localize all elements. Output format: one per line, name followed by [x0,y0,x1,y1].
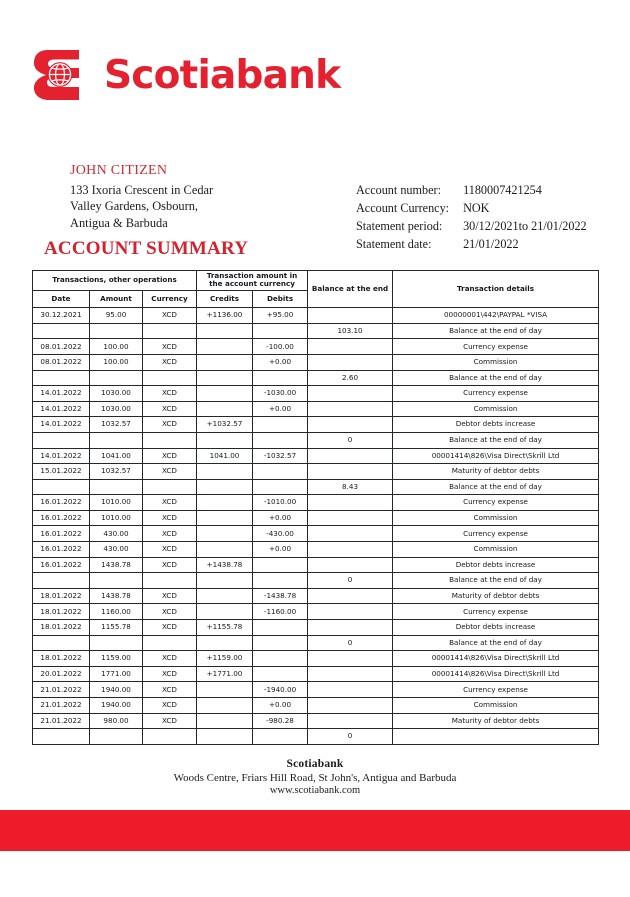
cell-amount: 1010.00 [90,495,143,511]
table-row [33,479,599,495]
cell-details: Commission [393,354,599,370]
cell-credits: +1136.00 [197,308,253,324]
cell-debits [253,651,308,667]
table-row [33,651,599,667]
cell-credits [197,526,253,542]
cell-balance [308,526,393,542]
cell-currency [143,323,197,339]
customer-address-line-1: 133 Ixoria Crescent in Cedar [70,183,214,197]
cell-debits: -980.28 [253,713,308,729]
statement-table [32,270,599,745]
cell-amount: 1032.57 [90,417,143,433]
cell-balance: 8.43 [308,479,393,495]
table-row [33,604,599,620]
cell-amount: 100.00 [90,354,143,370]
statement-date-row [356,236,587,254]
cell-debits: -1940.00 [253,682,308,698]
cell-credits [197,682,253,698]
table-row [33,542,599,558]
cell-currency [143,370,197,386]
account-number-value: 1180007421254 [463,183,542,197]
table-row [33,526,599,542]
scotiabank-globe-s-icon [32,46,92,104]
table-row [33,323,599,339]
table-row [33,432,599,448]
header-credits: Credits [197,290,253,308]
cell-currency: XCD [143,526,197,542]
account-currency-label: Account Currency: [356,200,450,215]
cell-amount: 1030.00 [90,386,143,402]
cell-amount: 1032.57 [90,464,143,480]
table-row [33,401,599,417]
cell-credits [197,479,253,495]
cell-date: 16.01.2022 [33,495,90,511]
cell-debits: +0.00 [253,401,308,417]
cell-debits [253,464,308,480]
cell-balance [308,510,393,526]
footer-website: www.scotiabank.com [269,785,361,796]
brand-wordmark: Scotiabank [104,52,341,98]
cell-date: 18.01.2022 [33,651,90,667]
table-row [33,495,599,511]
cell-date: 20.01.2022 [33,666,90,682]
cell-currency: XCD [143,464,197,480]
cell-details: Commission [393,510,599,526]
table-row [33,510,599,526]
table-row [33,713,599,729]
cell-currency: XCD [143,620,197,636]
cell-credits [197,604,253,620]
cell-details: 00001414\826\Visa Direct\Skrill Ltd [393,666,599,682]
cell-date: 08.01.2022 [33,354,90,370]
statement-date-value: 21/01/2022 [463,236,519,251]
table-row [33,448,599,464]
account-currency-value: NOK [463,200,490,215]
cell-details: Commission [393,401,599,417]
cell-debits: -1438.78 [253,588,308,604]
cell-details: Commission [393,698,599,714]
cell-details: Debtor debts increase [393,620,599,636]
cell-amount: 100.00 [90,339,143,355]
cell-balance [308,666,393,682]
cell-balance [308,713,393,729]
cell-debits [253,479,308,495]
cell-amount: 1159.00 [90,651,143,667]
brand-header [32,44,340,106]
table-row [33,339,599,355]
cell-date [33,323,90,339]
cell-amount: 1438.78 [90,557,143,573]
table-row [33,417,599,433]
cell-currency: XCD [143,401,197,417]
cell-amount: 1041.00 [90,448,143,464]
cell-amount [90,323,143,339]
cell-amount: 1010.00 [90,510,143,526]
table-row [33,588,599,604]
header-amount: Amount [90,290,143,308]
cell-credits [197,323,253,339]
cell-currency: XCD [143,339,197,355]
cell-date: 21.01.2022 [33,682,90,698]
cell-date: 21.01.2022 [33,713,90,729]
cell-details: Maturity of debtor debts [393,464,599,480]
account-meta [356,182,587,254]
cell-balance [308,495,393,511]
cell-amount: 1030.00 [90,401,143,417]
cell-details: Currency expense [393,526,599,542]
cell-currency: XCD [143,698,197,714]
table-body [33,308,599,745]
cell-credits [197,464,253,480]
cell-details: Maturity of debtor debts [393,588,599,604]
cell-date: 14.01.2022 [33,386,90,402]
cell-debits [253,417,308,433]
cell-amount: 1438.78 [90,588,143,604]
footer-bank-name: Scotiabank [286,758,344,770]
table-row [33,464,599,480]
cell-currency [143,479,197,495]
cell-balance: 0 [308,432,393,448]
cell-date: 16.01.2022 [33,510,90,526]
cell-currency: XCD [143,604,197,620]
account-number-row [356,182,587,200]
cell-balance [308,417,393,433]
cell-date: 30.12.2021 [33,308,90,324]
table-head [33,271,599,308]
cell-credits [197,542,253,558]
cell-credits [197,495,253,511]
cell-amount [90,432,143,448]
cell-date: 16.01.2022 [33,542,90,558]
cell-balance [308,682,393,698]
table-row [33,386,599,402]
cell-amount: 430.00 [90,542,143,558]
customer-address-line-2: Valley Gardens, Osbourn, [70,199,199,214]
cell-currency: XCD [143,666,197,682]
customer-address-line-3: Antigua & Barbuda [70,215,168,230]
cell-date: 14.01.2022 [33,448,90,464]
statement-period-value: 30/12/2021to 21/01/2022 [463,218,587,233]
cell-credits [197,588,253,604]
header-date: Date [33,290,90,308]
cell-debits [253,370,308,386]
cell-currency: XCD [143,713,197,729]
cell-debits: -100.00 [253,339,308,355]
cell-date [33,370,90,386]
cell-credits: +1032.57 [197,417,253,433]
cell-debits [253,729,308,745]
cell-details: Balance at the end of day [393,370,599,386]
cell-amount: 980.00 [90,713,143,729]
cell-currency [143,573,197,589]
cell-currency: XCD [143,354,197,370]
cell-debits [253,635,308,651]
account-currency-row [356,200,587,218]
table-row [33,666,599,682]
cell-currency: XCD [143,651,197,667]
cell-currency: XCD [143,386,197,402]
account-number-label: Account number: [356,183,441,197]
cell-details: Balance at the end of day [393,573,599,589]
cell-amount: 1940.00 [90,698,143,714]
cell-amount [90,479,143,495]
cell-credits: +1155.78 [197,620,253,636]
cell-credits [197,432,253,448]
cell-amount: 1160.00 [90,604,143,620]
cell-details: 00000001\442\PAYPAL *VISA [393,308,599,324]
cell-date: 18.01.2022 [33,604,90,620]
cell-details: Debtor debts increase [393,417,599,433]
cell-debits [253,432,308,448]
cell-debits [253,666,308,682]
cell-details: Currency expense [393,339,599,355]
cell-balance [308,386,393,402]
cell-amount [90,635,143,651]
cell-credits: +1159.00 [197,651,253,667]
cell-amount [90,573,143,589]
cell-details [393,729,599,745]
cell-credits [197,510,253,526]
cell-details: Balance at the end of day [393,635,599,651]
cell-currency: XCD [143,495,197,511]
cell-debits: -1010.00 [253,495,308,511]
cell-debits: -430.00 [253,526,308,542]
cell-currency: XCD [143,682,197,698]
cell-amount: 1155.78 [90,620,143,636]
cell-debits: -1032.57 [253,448,308,464]
cell-currency: XCD [143,448,197,464]
cell-credits [197,729,253,745]
cell-balance: 0 [308,635,393,651]
header-details: Transaction details [393,271,599,308]
cell-amount: 1771.00 [90,666,143,682]
cell-date [33,479,90,495]
cell-balance: 0 [308,729,393,745]
cell-amount: 430.00 [90,526,143,542]
cell-date [33,635,90,651]
header-debits: Debits [253,290,308,308]
cell-credits [197,354,253,370]
table-row [33,620,599,636]
header-amount-in-currency: Transaction amount in the account currency [197,271,308,291]
cell-balance [308,588,393,604]
cell-balance [308,339,393,355]
cell-credits [197,339,253,355]
cell-details: Debtor debts increase [393,557,599,573]
cell-balance [308,354,393,370]
cell-debits: +0.00 [253,510,308,526]
cell-debits: +0.00 [253,698,308,714]
cell-currency [143,635,197,651]
table-row [33,635,599,651]
cell-details: 00001414\826\Visa Direct\Skrill Ltd [393,448,599,464]
table-row [33,308,599,324]
cell-date: 14.01.2022 [33,417,90,433]
cell-balance [308,698,393,714]
cell-credits [197,573,253,589]
cell-debits: +0.00 [253,542,308,558]
header-transactions: Transactions, other operations [33,271,197,291]
cell-date: 15.01.2022 [33,464,90,480]
cell-currency: XCD [143,510,197,526]
cell-details: Currency expense [393,386,599,402]
page-title: ACCOUNT SUMMARY [44,238,249,259]
table-row [33,573,599,589]
statement-table-wrapper [32,270,598,745]
cell-credits: 1041.00 [197,448,253,464]
cell-debits: -1030.00 [253,386,308,402]
cell-date: 14.01.2022 [33,401,90,417]
cell-date [33,573,90,589]
customer-name: JOHN CITIZEN [70,163,168,178]
cell-balance [308,542,393,558]
table-row [33,370,599,386]
cell-credits [197,401,253,417]
cell-currency: XCD [143,542,197,558]
cell-balance [308,620,393,636]
footer-red-bar [0,810,630,851]
cell-debits [253,620,308,636]
cell-amount: 95.00 [90,308,143,324]
cell-balance: 2.60 [308,370,393,386]
cell-details: 00001414\826\Visa Direct\Skrill Ltd [393,651,599,667]
cell-details: Balance at the end of day [393,432,599,448]
header-balance: Balance at the end [308,271,393,308]
cell-details: Balance at the end of day [393,479,599,495]
footer-address: Woods Centre, Friars Hill Road, St John's, Antigua and Barbuda [173,772,457,784]
cell-debits [253,573,308,589]
cell-date: 18.01.2022 [33,620,90,636]
cell-debits: +95.00 [253,308,308,324]
cell-amount [90,729,143,745]
cell-date: 16.01.2022 [33,526,90,542]
cell-balance [308,308,393,324]
cell-currency: XCD [143,417,197,433]
cell-balance [308,651,393,667]
cell-balance [308,448,393,464]
cell-balance [308,604,393,620]
statement-period-label: Statement period: [356,218,443,233]
cell-date: 08.01.2022 [33,339,90,355]
cell-currency: XCD [143,557,197,573]
cell-debits: -1160.00 [253,604,308,620]
page-footer [0,758,630,796]
cell-currency: XCD [143,588,197,604]
cell-date: 18.01.2022 [33,588,90,604]
table-row [33,682,599,698]
cell-credits [197,370,253,386]
cell-details: Currency expense [393,682,599,698]
customer-block [70,163,340,231]
cell-currency [143,729,197,745]
cell-date [33,729,90,745]
cell-date: 21.01.2022 [33,698,90,714]
cell-debits [253,557,308,573]
table-row [33,557,599,573]
cell-credits: +1771.00 [197,666,253,682]
cell-currency: XCD [143,308,197,324]
cell-credits [197,635,253,651]
cell-details: Balance at the end of day [393,323,599,339]
cell-currency [143,432,197,448]
cell-credits: +1438.78 [197,557,253,573]
cell-balance [308,464,393,480]
statement-period-row [356,218,587,236]
header-currency: Currency [143,290,197,308]
cell-amount [90,370,143,386]
table-row [33,729,599,745]
table-row [33,698,599,714]
cell-date [33,432,90,448]
cell-details: Currency expense [393,495,599,511]
statement-date-label: Statement date: [356,236,432,251]
cell-details: Maturity of debtor debts [393,713,599,729]
cell-details: Commission [393,542,599,558]
table-row [33,354,599,370]
table-group-header-row [33,271,599,291]
cell-debits: +0.00 [253,354,308,370]
cell-debits [253,323,308,339]
cell-amount: 1940.00 [90,682,143,698]
cell-credits [197,713,253,729]
cell-credits [197,386,253,402]
cell-balance: 103.10 [308,323,393,339]
cell-date: 16.01.2022 [33,557,90,573]
cell-credits [197,698,253,714]
cell-balance: 0 [308,573,393,589]
cell-details: Currency expense [393,604,599,620]
cell-balance [308,557,393,573]
cell-balance [308,401,393,417]
